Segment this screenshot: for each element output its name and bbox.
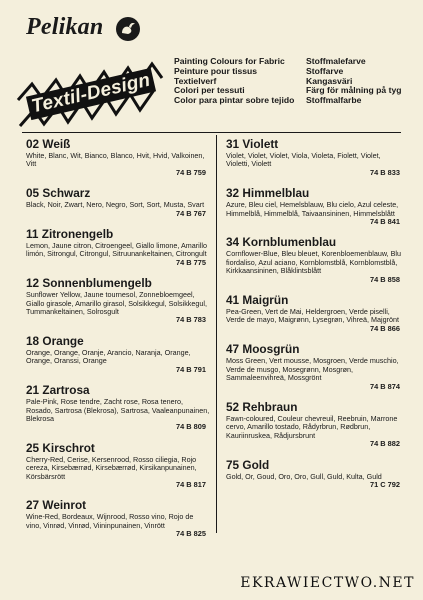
language-line: Stoffmalfarbe: [306, 95, 362, 106]
color-desc: Wine-Red, Bordeaux, Wijnrood, Rosso vino, Rojo de vino, Vinrød, Vinrød, Viininpunainen, Vinrött: [26, 512, 194, 530]
color-desc: Fawn-coloured, Couleur chevreuil, Reebruin, Marrone cervo, Amarillo tostado, Rådyrbrun, Rødbrun, Kauriinruskea, Rådjursbrunt: [226, 413, 398, 440]
color-entry: [226, 400, 404, 449]
color-code: 74 B 817: [176, 479, 206, 489]
color-desc: Orange, Orange, Oranje, Arancio, Naranja, Orange, Orange, Oranssi, Orange: [26, 347, 191, 366]
color-desc: Violet, Violet, Violet, Viola, Violeta, Fiolett, Violet, Violetti, Violett: [226, 151, 381, 169]
color-entry: [226, 293, 404, 333]
color-code: 74 B 767: [176, 208, 206, 218]
color-title: 05 Schwarz: [26, 186, 91, 201]
color-desc: Azure, Bleu ciel, Hemelsblauw, Blu cielo, Azul celeste, Himmelblå, Himmelblå, Taivaansininen, Himmelsblått: [226, 200, 399, 218]
color-title: 41 Maigrün: [226, 293, 289, 308]
color-desc: Sunflower Yellow, Jaune tournesol, Zonnebloemgeel, Giallo girasole, Amarillo girasol, Solsikkegul, Solsikkegul, Tummankeltainen, Solrosgult: [26, 290, 207, 317]
color-code: 74 B 841: [370, 217, 400, 227]
color-entry: [26, 441, 210, 490]
color-title: 52 Rehbraun: [226, 399, 298, 414]
column-divider: [216, 135, 217, 533]
color-code: 74 B 783: [176, 315, 206, 325]
color-code: 74 B 866: [370, 323, 400, 333]
language-line: Kangasväri: [306, 75, 353, 86]
header-divider: [22, 132, 401, 133]
color-entry: [26, 383, 210, 432]
color-entry: [226, 137, 404, 177]
language-line: Stoffarve: [306, 65, 344, 76]
color-code: 71 C 792: [370, 479, 400, 489]
color-title: 21 Zartrosa: [26, 383, 90, 398]
language-line: Peinture pour tissus: [174, 65, 258, 76]
color-desc: Black, Noir, Zwart, Nero, Negro, Sort, Sort, Musta, Svart: [26, 200, 205, 210]
color-entry: [226, 235, 404, 284]
color-entry: [226, 458, 404, 490]
color-entry: [226, 342, 404, 391]
languages-right: [306, 57, 402, 106]
colors-left-column: [26, 137, 210, 548]
site-watermark: EKRAWIECTWO.NET: [240, 575, 415, 591]
color-entry: [26, 276, 210, 325]
color-desc: Moss Green, Vert mousse, Mosgroen, Verde muschio, Verde de musgo, Mosegrønn, Mosgrøn, Sammaleenvihreä, Mossgrönt: [226, 356, 399, 383]
colors-right-column: [226, 137, 404, 498]
languages-left: [174, 57, 294, 106]
pelican-logo-icon: [115, 16, 141, 42]
color-code: 74 B 809: [176, 422, 206, 432]
color-entry: [226, 186, 404, 226]
color-title: 12 Sonnenblumengelb: [26, 276, 152, 291]
color-code: 74 B 825: [176, 529, 206, 539]
color-title: 27 Weinrot: [26, 498, 87, 513]
color-entry: [26, 227, 210, 267]
color-code: 74 B 858: [370, 274, 400, 284]
color-desc: Lemon, Jaune citron, Citroengeel, Giallo limone, Amarillo limón, Sitrongul, Citrongul, Sitruunankeltainen, Citrongult: [26, 241, 207, 259]
color-desc: White, Blanc, Wit, Bianco, Blanco, Hvit, Hvid, Valkoinen, Vitt: [26, 151, 205, 169]
color-code: 74 B 833: [370, 167, 400, 177]
color-desc: Pale-Pink, Rose tendre, Zacht rose, Rosa tenero, Rosado, Sartrosa (Blekrosa), Sartrosa, Vaaleanpunainen, Blekrosa: [26, 397, 210, 423]
color-desc: Pea-Green, Vert de Mai, Heldergroen, Verde piselli, Verde de mayo, Maigrønn, Lysegrøn, Vihreä, Majgrönt: [226, 307, 399, 325]
color-entry: [26, 137, 210, 177]
color-entry: [26, 334, 210, 374]
color-title: 02 Weiß: [26, 137, 71, 151]
color-title: 47 Moosgrün: [226, 342, 300, 357]
color-desc: Cherry-Red, Cerise, Kersenrood, Rosso ciliegia, Rojo cereza, Kirsebærrød, Kirsebærrød, Kirsikanpunainen, Körsbärsrött: [26, 454, 197, 481]
language-line: Stoffmalefarve: [306, 56, 366, 66]
color-title: 31 Violett: [226, 137, 279, 151]
color-code: 74 B 775: [176, 257, 206, 267]
color-title: 25 Kirschrot: [26, 440, 95, 455]
color-code: 74 B 791: [176, 364, 206, 374]
color-title: 75 Gold: [226, 457, 270, 472]
color-desc: Gold, Or, Goud, Oro, Oro, Gull, Guld, Kulta, Guld: [226, 471, 382, 481]
language-line: Färg för målning på tyg: [306, 85, 402, 96]
color-title: 18 Orange: [26, 333, 84, 348]
color-title: 34 Kornblumenblau: [226, 235, 337, 250]
language-line: Textielverf: [174, 75, 217, 86]
brand-logo: Pelikan: [26, 14, 104, 40]
language-line: Painting Colours for Fabric: [174, 56, 285, 66]
color-entry: [26, 498, 210, 538]
textil-design-banner: Textil-Design: [26, 68, 156, 120]
color-code: 74 B 882: [370, 439, 400, 449]
color-code: 74 B 874: [370, 381, 400, 391]
language-line: Colori per tessuti: [174, 85, 245, 96]
color-title: 11 Zitronengelb: [26, 227, 114, 242]
color-title: 32 Himmelblau: [226, 186, 310, 201]
color-code: 74 B 759: [176, 167, 206, 177]
color-desc: Cornflower-Blue, Bleu bleuet, Korenbloemenblauw, Blu fiordaliso, Azul aciano, Kornblomstblå, Kornblomstblå, Kirkkaansininen, Blåklintsblått: [226, 249, 401, 276]
language-line: Color para pintar sobre tejido: [174, 95, 295, 106]
color-entry: [26, 186, 210, 218]
